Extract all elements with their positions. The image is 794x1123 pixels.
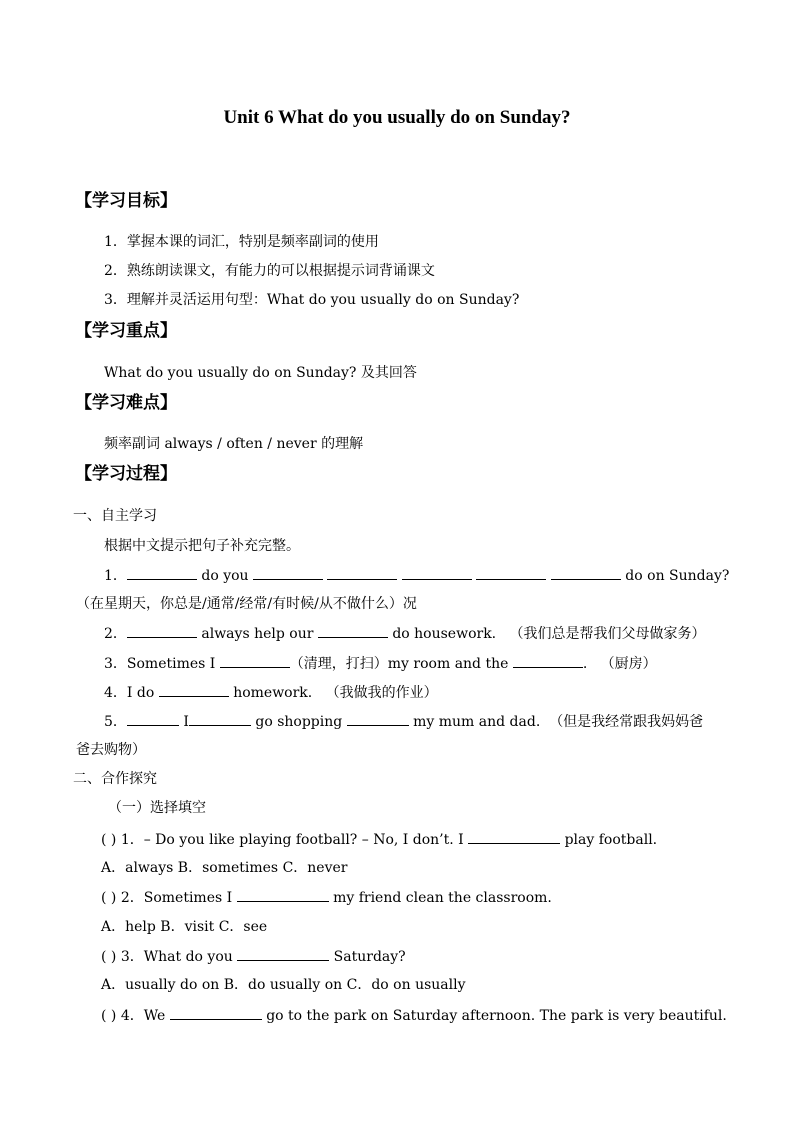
question-number: 3．Sometimes I	[104, 656, 216, 672]
choice-question-1	[101, 829, 657, 850]
question-text: 3．What do you	[120, 949, 233, 965]
translation-hint: （厨房）	[600, 656, 657, 672]
answer-blank[interactable]	[476, 565, 546, 580]
answer-blank[interactable]	[253, 565, 323, 580]
question-text: I	[183, 714, 189, 730]
question-text: go to the park on Saturday afternoon. The park is very beautiful.	[266, 1008, 727, 1024]
question-text: my mum and dad.	[413, 714, 541, 730]
answer-bracket[interactable]: ( )	[101, 890, 117, 906]
answer-bracket[interactable]: ( )	[101, 1008, 117, 1024]
part2-subheading: （一）选择填空	[108, 800, 206, 816]
answer-blank[interactable]	[127, 565, 197, 580]
part2-heading: 二、合作探究	[73, 771, 157, 787]
objective-item: 3．理解并灵活运用句型：What do you usually do on Sunday?	[104, 292, 520, 308]
answer-blank[interactable]	[402, 565, 472, 580]
objective-item: 1．掌握本课的词汇，特别是频率副词的使用	[104, 234, 379, 250]
section-heading-key-points: 【学习重点】	[75, 321, 177, 341]
translation-hint: （我们总是帮我们父母做家务）	[509, 626, 706, 642]
question-text: 4．We	[120, 1008, 166, 1024]
exercise-1	[104, 565, 729, 586]
question-number: 4．I do	[104, 685, 155, 701]
answer-blank[interactable]	[318, 623, 388, 638]
choice-options-2: A．help B．visit C．see	[101, 919, 268, 935]
choice-options-3: A．usually do on B．do usually on C．do on usually	[101, 977, 466, 993]
answer-blank[interactable]	[237, 887, 329, 902]
answer-blank[interactable]	[468, 829, 560, 844]
question-text: play football.	[564, 832, 658, 848]
section-heading-process: 【学习过程】	[75, 464, 177, 484]
answer-blank[interactable]	[347, 711, 409, 726]
difficulty-text: 频率副词 always / often / never 的理解	[104, 436, 364, 452]
exercise-5	[104, 711, 703, 732]
answer-blank[interactable]	[327, 565, 397, 580]
question-number: 2．	[104, 626, 127, 642]
choice-options-1: A．always B．sometimes C．never	[101, 860, 348, 876]
translation-hint: （但是我经常跟我妈妈爸	[549, 714, 704, 730]
answer-blank[interactable]	[551, 565, 621, 580]
answer-blank[interactable]	[127, 623, 197, 638]
question-number: 1．	[104, 568, 127, 584]
question-text: go shopping	[255, 714, 343, 730]
question-text: do housework.	[392, 626, 497, 642]
choice-question-2	[101, 887, 552, 908]
question-text: my friend clean the classroom.	[333, 890, 552, 906]
question-text: do you	[201, 568, 249, 584]
exercise-3	[104, 653, 657, 674]
question-text: always help our	[201, 626, 314, 642]
answer-blank[interactable]	[220, 653, 290, 668]
answer-blank[interactable]	[170, 1005, 262, 1020]
page-title: Unit 6 What do you usually do on Sunday?	[223, 107, 571, 128]
question-text: do on Sunday?	[625, 568, 730, 584]
question-text: 2．Sometimes I	[120, 890, 233, 906]
exercise-1-translation: （在星期天，你总是/通常/经常/有时候/从不做什么）况	[76, 596, 417, 612]
key-point-text: What do you usually do on Sunday? 及其回答	[104, 365, 417, 381]
part1-heading: 一、自主学习	[73, 508, 157, 524]
answer-bracket[interactable]: ( )	[101, 832, 117, 848]
choice-question-4	[101, 1005, 727, 1026]
answer-blank[interactable]	[189, 711, 251, 726]
question-text: .	[582, 656, 588, 672]
answer-blank[interactable]	[237, 946, 329, 961]
question-number: 5．	[104, 714, 127, 730]
section-heading-objectives: 【学习目标】	[75, 191, 177, 211]
part1-instruction: 根据中文提示把句子补充完整。	[104, 538, 300, 554]
answer-blank[interactable]	[513, 653, 583, 668]
translation-hint: （我做我的作业）	[325, 685, 438, 701]
exercise-2	[104, 623, 705, 644]
question-text: （清理，打扫）my room and the	[289, 656, 509, 672]
choice-question-3	[101, 946, 406, 967]
question-text: homework.	[233, 685, 313, 701]
answer-blank[interactable]	[127, 711, 179, 726]
exercise-5-continued: 爸去购物）	[76, 742, 146, 758]
answer-blank[interactable]	[159, 682, 229, 697]
question-text: 1．– Do you like playing football? – No, I don’t. I	[120, 832, 464, 848]
objective-item: 2．熟练朗读课文，有能力的可以根据提示词背诵课文	[104, 263, 435, 279]
answer-bracket[interactable]: ( )	[101, 949, 117, 965]
exercise-4	[104, 682, 438, 703]
question-text: Saturday?	[333, 949, 406, 965]
section-heading-difficulties: 【学习难点】	[75, 393, 177, 413]
